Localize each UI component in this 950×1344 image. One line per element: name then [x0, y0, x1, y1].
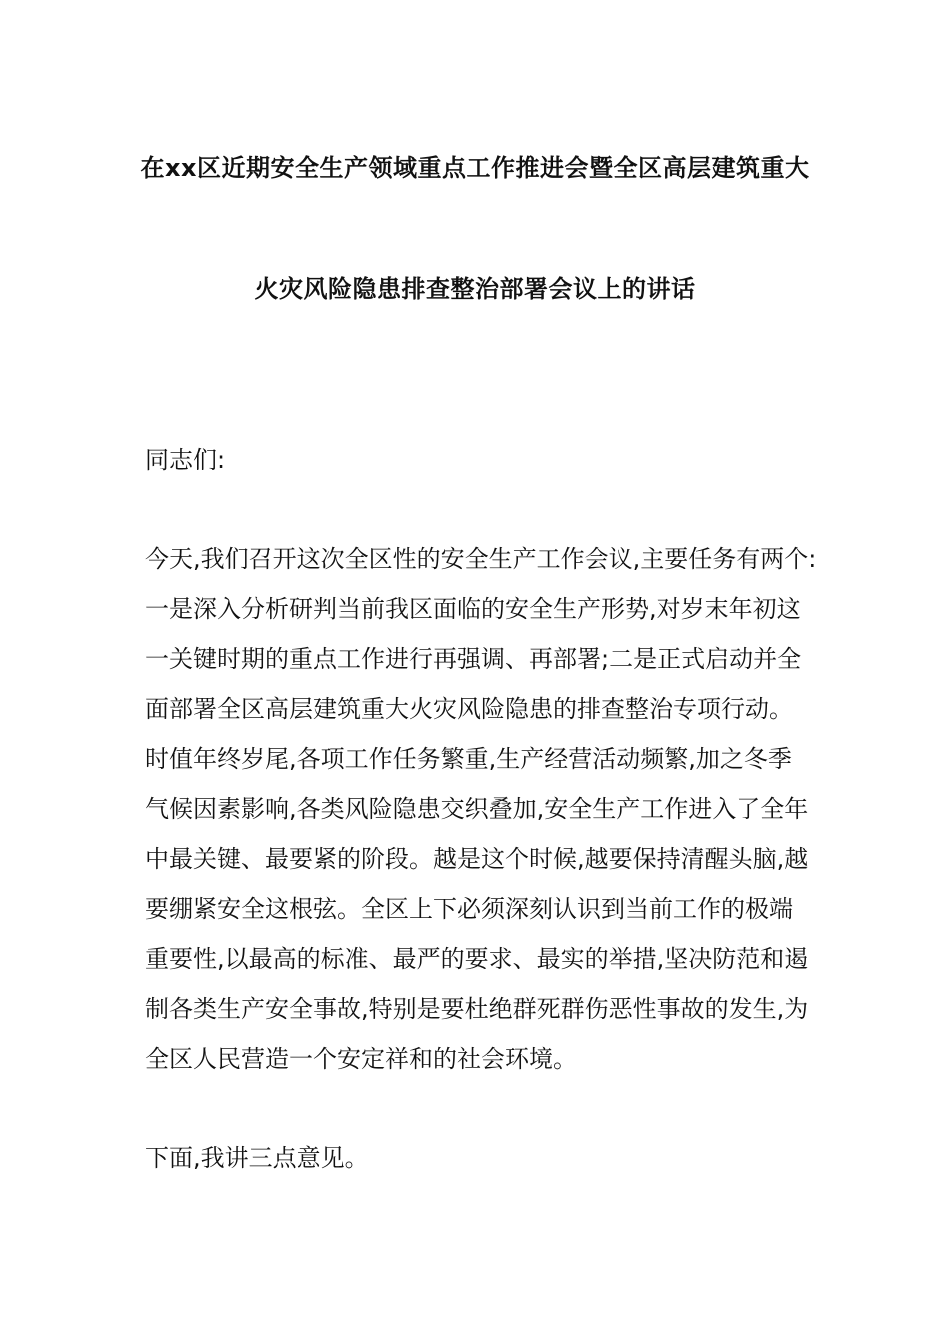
- document-title-line-2: 火灾风险隐患排查整治部署会议上的讲话: [254, 275, 696, 303]
- paragraph-line: 制各类生产安全事故,特别是要杜绝群死群伤恶性事故的发生,为: [145, 995, 809, 1023]
- paragraph-line: 重要性,以最高的标准、最严的要求、最实的举措,坚决防范和遏: [145, 945, 809, 973]
- paragraph-line: 一是深入分析研判当前我区面临的安全生产形势,对岁末年初这: [145, 595, 801, 623]
- paragraph-line: 时值年终岁尾,各项工作任务繁重,生产经营活动频繁,加之冬季: [145, 745, 792, 773]
- paragraph-line: 要绷紧安全这根弦。全区上下必须深刻认识到当前工作的极端: [145, 895, 793, 923]
- salutation: 同志们:: [145, 446, 226, 474]
- paragraph-2: 下面,我讲三点意见。: [145, 1144, 369, 1172]
- paragraph-line: 全区人民营造一个安定祥和的社会环境。: [145, 1045, 577, 1073]
- paragraph-line: 今天,我们召开这次全区性的安全生产工作会议,主要任务有两个:: [145, 545, 817, 573]
- paragraph-line: 一关键时期的重点工作进行再强调、再部署;二是正式启动并全: [145, 645, 802, 673]
- document-title-line-1: 在xx区近期安全生产领域重点工作推进会暨全区高层建筑重大: [140, 154, 810, 182]
- paragraph-line: 中最关键、最要紧的阶段。越是这个时候,越要保持清醒头脑,越: [145, 845, 809, 873]
- paragraph-line: 气候因素影响,各类风险隐患交织叠加,安全生产工作进入了全年: [145, 795, 809, 823]
- paragraph-line: 面部署全区高层建筑重大火灾风险隐患的排查整治专项行动。: [145, 695, 793, 723]
